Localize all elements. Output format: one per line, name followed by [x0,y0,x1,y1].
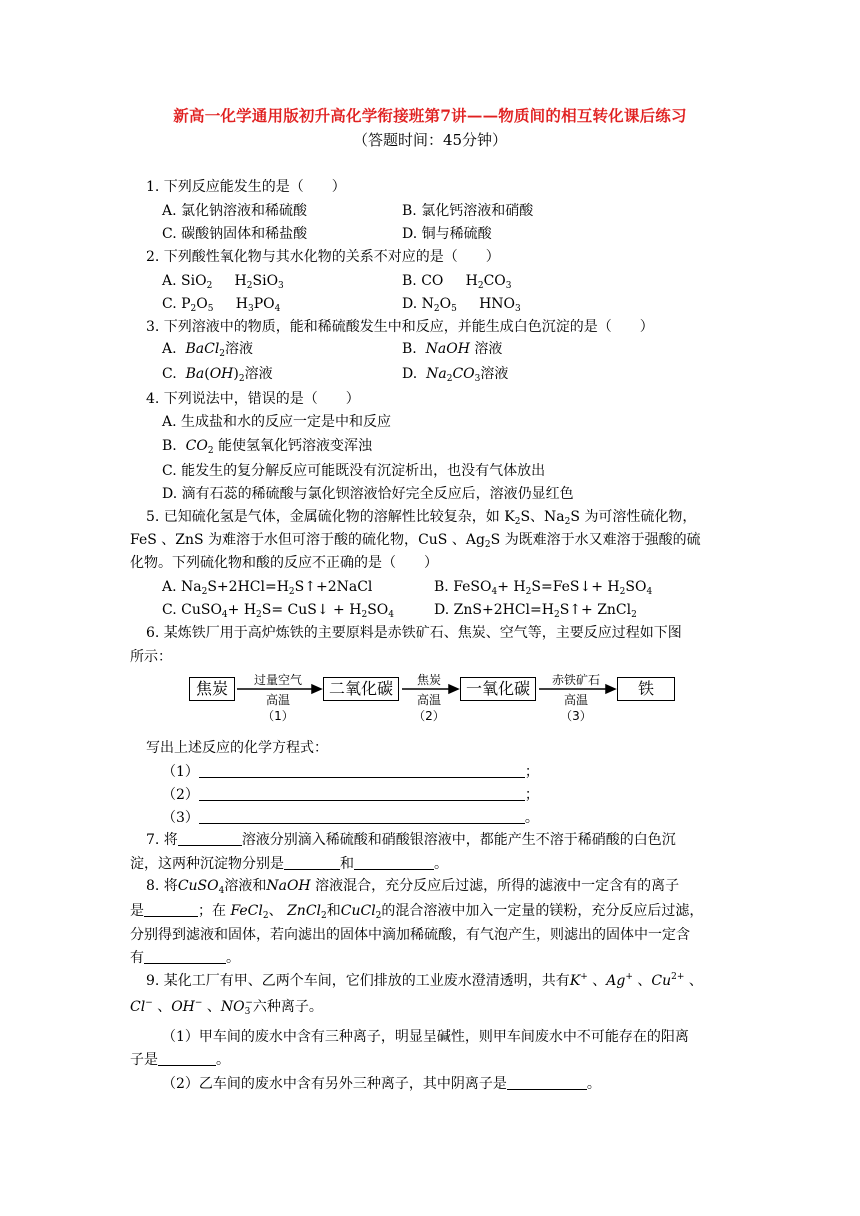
q9-line-1: 9. 某化工厂有甲、乙两个车间，它们排放的工业废水澄清透明，共有K+ 、Ag+ 、$Cu^{2+}$ 、 [146,972,703,989]
q9-sub-1-line-2: 子是 。 [130,1052,230,1068]
q9-line-2: Cl− 、OH− 、$NO_3^-$六种离子。 [130,998,323,1017]
arrow-2-step: （2） [413,709,445,723]
arrow-1-condition: 高温 [265,693,290,707]
flow-box-iron: 铁 [617,677,675,701]
arrow-3-reagent: 赤铁矿石 [551,673,600,687]
q5-option-a: A. $Na_2S+2HCl=H_2S↑+2NaCl$ [162,579,373,597]
q9-blank-2[interactable] [507,1075,587,1090]
q6-prompt: 写出上述反应的化学方程式： [146,740,328,756]
q5-option-b: B. FeSO$_4$+ $H_2S=FeS↓+ H_2SO_4$ [434,579,653,597]
q4-option-b: B. $CO_2$ 能使氢氧化钙溶液变浑浊 [162,438,373,456]
q7-blank-2[interactable] [284,855,340,870]
q2-option-a: A. SiO$_2$ $H_2SiO_3$ [162,273,284,291]
arrow-3-step: （3） [560,709,592,723]
arrow-3-condition: 高温 [563,693,588,707]
q8-blank-2[interactable] [144,949,226,964]
arrow-2-condition: 高温 [416,693,441,707]
q7-blank-1[interactable] [178,831,242,846]
q3-option-d: D. $Na_2CO_3$溶液 [402,366,509,384]
worksheet-title: 新高一化学通用版初升高化学衔接班第7讲——物质间的相互转化课后练习 [173,106,687,125]
q6-line-1: 6. 某炼铁厂用于高炉炼铁的主要原料是赤铁矿石、焦炭、空气等，主要反应过程如下图 [146,625,682,641]
q8-line-2: 是 ；在 FeCl$_2$、 ZnCl$_2$和CuCl$_2$的混合溶液中加入一定量的镁粉，充分反应后过滤， [130,903,704,921]
q2-option-c: C. $P_2O_5$ $H_3PO_4$ [162,296,281,314]
q9-blank-1[interactable] [158,1051,216,1066]
q5-option-d: D. $ZnS+2HCl=H_2S↑+$ ZnCl$_2$ [434,602,637,620]
q2-stem: 2. 下列酸性氧化物与其水化物的关系不对应的是（ ） [146,249,500,265]
q6-answer-3[interactable]: （3） 。 [162,810,539,826]
q5-option-c: C. CuSO$_4$+ $H_2S=$ CuS↓ + $H_2SO_4$ [162,602,394,620]
q1-option-b: B. 氯化钙溶液和硝酸 [402,203,534,219]
q2-option-b: B. CO $H_2CO_3$ [402,273,512,291]
q1-stem: 1. 下列反应能发生的是（ ） [146,179,346,195]
arrow-2-reagent: 焦炭 [416,673,441,687]
q8-blank-1[interactable] [144,902,198,917]
flow-box-carbon-monoxide: 一氧化碳 [460,677,536,701]
q5-line-1: 5. 已知硫化氢是气体，金属硫化物的溶解性比较复杂，如 $K_2S$、$Na_2S$ 为可溶性硫化物， [146,509,697,527]
q7-line-2: 淀，这两种沉淀物分别是 和 。 [130,856,448,872]
q5-line-3: 化物。下列硫化物和酸的反应不正确的是（ ） [130,555,438,571]
q9-sub-2: （2）乙车间的废水中含有另外三种离子，其中阴离子是 。 [162,1076,601,1092]
q4-option-a: A. 生成盐和水的反应一定是中和反应 [162,414,392,430]
q3-option-b: B. NaOH 溶液 [402,341,503,357]
q7-line-1: 7. 将 溶液分别滴入稀硫酸和硝酸银溶液中，都能产生不溶于稀硝酸的白色沉 [146,832,676,848]
q1-option-d: D. 铜与稀硫酸 [402,226,492,242]
q6-answer-1[interactable]: （1） ； [162,764,539,780]
flow-box-coke: 焦炭 [189,677,235,701]
q6-answer-2[interactable]: （2） ； [162,787,539,803]
q4-option-d: D. 滴有石蕊的稀硫酸与氯化钡溶液恰好完全反应后，溶液仍显红色 [162,486,574,502]
q3-stem: 3. 下列溶液中的物质，能和稀硫酸发生中和反应，并能生成白色沉淀的是（ ） [146,319,654,335]
q8-line-4: 有 。 [130,950,240,966]
q9-sub-1-line-1: （1）甲车间的废水中含有三种离子，明显呈碱性，则甲车间废水中不可能存在的阳离 [162,1029,689,1045]
q1-option-a: A. 氯化钠溶液和稀硫酸 [162,203,308,219]
q5-line-2: FeS 、ZnS 为难溶于水但可溶于酸的硫化物，CuS 、$Ag_2S$ 为既难溶于水又难溶于强酸的硫 [130,532,701,550]
q6-line-2: 所示： [130,649,172,665]
arrow-1-step: （1） [262,709,294,723]
flow-box-carbon-dioxide: 二氧化碳 [323,677,399,701]
q3-option-a: A. BaCl$_2$溶液 [162,341,254,359]
answer-time: （答题时间：45分钟） [352,131,508,149]
q1-option-c: C. 碳酸钠固体和稀盐酸 [162,226,308,242]
arrow-1-reagent: 过量空气 [253,673,302,687]
q3-option-c: C. $Ba(OH)_2$溶液 [162,366,273,384]
q7-blank-3[interactable] [354,855,434,870]
q4-option-c: C. 能发生的复分解反应可能既没有沉淀析出，也没有气体放出 [162,463,546,479]
q2-option-d: D. $N_2O_5$ $HNO_3$ [402,296,521,314]
q8-line-3: 分别得到滤液和固体，若向滤出的固体中滴加稀硫酸，有气泡产生，则滤出的固体中一定含 [130,927,690,943]
q4-stem: 4. 下列说法中，错误的是（ ） [146,391,360,407]
q8-line-1: 8. 将CuSO$_4$溶液和NaOH 溶液混合，充分反应后过滤，所得的滤液中一定含有的离子 [146,878,680,896]
